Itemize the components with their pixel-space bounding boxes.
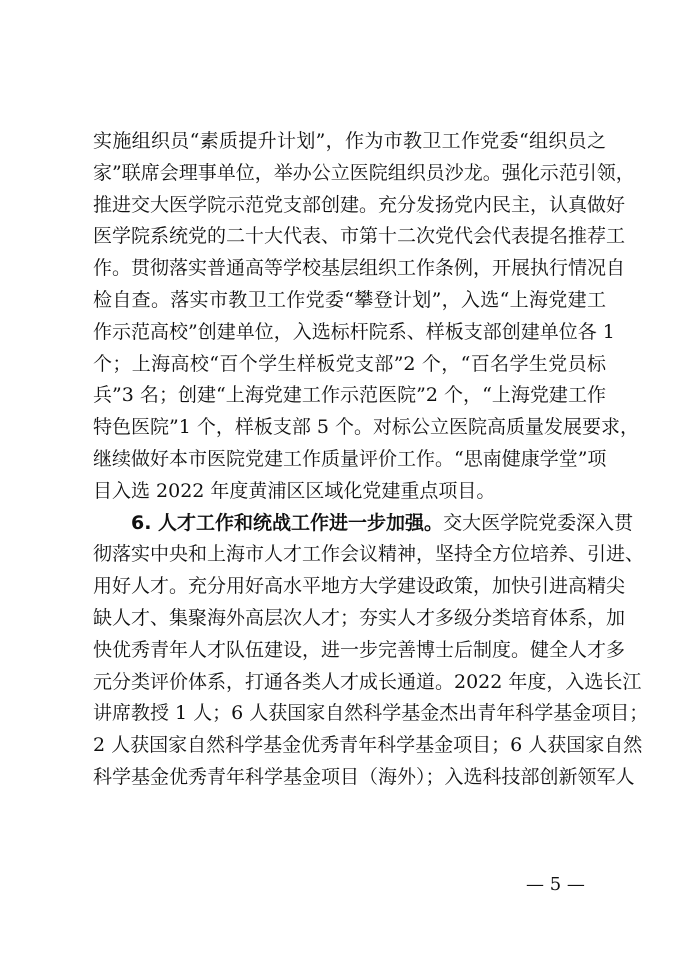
text-line: 缺人才、集聚海外高层次人才；夯实人才多级分类培育体系，加 [93, 606, 626, 629]
text-line: 医学院系统党的二十大代表、市第十二次党代会代表提名推荐工 [93, 225, 626, 248]
text-line: 目入选 2022 年度黄浦区区域化党建重点项目。 [93, 479, 496, 502]
text-line: 检自查。落实市教卫工作党委“攀登计划”，入选“上海党建工 [93, 288, 606, 311]
page-number: — 5 — [526, 874, 585, 895]
text-line: 兵”3 名；创建“上海党建工作示范医院”2 个，“上海党建工作 [93, 384, 606, 407]
text-line: 科学基金优秀青年科学基金项目（海外）；入选科技部创新领军人 [93, 765, 635, 788]
text-line: 继续做好本市医院党建工作质量评价工作。“思南健康学堂”项 [93, 447, 607, 470]
paragraph-talent-work [93, 508, 649, 794]
text-line: 彻落实中央和上海市人才工作会议精神，坚持全方位培养、引进、 [93, 543, 645, 566]
text-line: 作示范高校”创建单位，入选标杆院系、样板支部创建单位各 1 [93, 320, 615, 343]
text-line: 快优秀青年人才队伍建设，进一步完善博士后制度。健全人才多 [93, 638, 626, 661]
text-line [93, 508, 634, 540]
text-line: 推进交大医学院示范党支部创建。充分发扬党内民主，认真做好 [93, 193, 626, 216]
text-line: 讲席教授 1 人；6 人获国家自然科学基金杰出青年科学基金项目； [93, 702, 649, 725]
section-heading: 6. 人才工作和统战工作进一步加强。 [131, 511, 444, 534]
text-line: 用好人才。充分用好高水平地方大学建设政策，加快引进高精尖 [93, 575, 626, 598]
text-line: 2 人获国家自然科学基金优秀青年科学基金项目；6 人获国家自然 [93, 734, 643, 757]
document-body [93, 126, 649, 794]
text-line: 实施组织员“素质提升计划”，作为市教卫工作党委“组织员之 [93, 130, 606, 152]
text-line: 作。贯彻落实普通高等学校基层组织工作条例，开展执行情况自 [93, 257, 626, 280]
text-line: 家”联席会理事单位，举办公立医院组织员沙龙。强化示范引领， [93, 161, 635, 184]
text-line: 特色医院”1 个，样板支部 5 个。对标公立医院高质量发展要求， [93, 416, 640, 439]
text-line: 个；上海高校“百个学生样板党支部”2 个，“百名学生党员标 [93, 352, 606, 375]
paragraph-organization-work [93, 126, 640, 508]
text-line: 元分类评价体系，打通各类人才成长通道。2022 年度，入选长江 [93, 670, 642, 693]
text-run: 交大医学院党委深入贯 [443, 511, 634, 534]
